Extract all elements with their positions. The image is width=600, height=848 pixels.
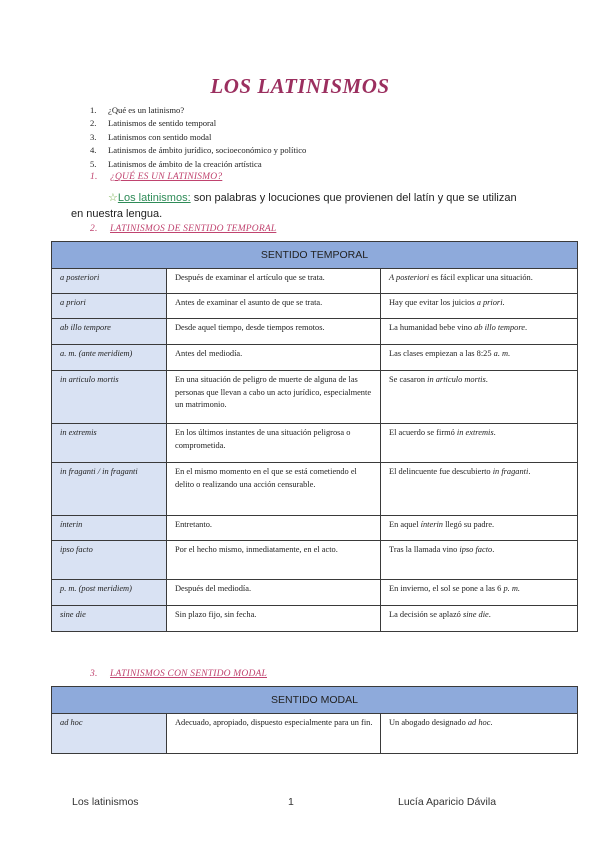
- latinism-example: Se casaron in articulo mortis.: [381, 371, 578, 424]
- latinism-definition: Después de examinar el artículo que se trata.: [167, 269, 381, 294]
- latinism-definition: En los últimos instantes de una situación peligrosa o comprometida.: [167, 424, 381, 463]
- latinism-definition: En el mismo momento en el que se está cometiendo el delito o realizando una acción censurable.: [167, 463, 381, 516]
- modal-latinisms-table: [51, 686, 578, 754]
- latinism-term: ab illo tempore: [52, 319, 167, 345]
- latinism-definition: Antes de examinar el asunto de que se trata.: [167, 294, 381, 319]
- latinism-term: ad hoc: [52, 714, 167, 754]
- table-header-row: [52, 687, 578, 714]
- latinism-term: a priori: [52, 294, 167, 319]
- table-header-row: [52, 242, 578, 269]
- section-number: 1.: [90, 172, 98, 182]
- table-row: [52, 319, 578, 345]
- table-row: [52, 580, 578, 606]
- latinism-definition: Adecuado, apropiado, dispuesto especialmente para un fin.: [167, 714, 381, 754]
- section-number: 3.: [90, 669, 98, 679]
- latinism-definition: En una situación de peligro de muerte de alguna de las personas que llevan a cabo un acto jurídico, especialmente un matrimonio.: [167, 371, 381, 424]
- table-row: [52, 714, 578, 754]
- table-row: [52, 541, 578, 580]
- toc-label: ¿Qué es un latinismo?: [108, 105, 185, 115]
- toc-label: Latinismos de ámbito de la creación artística: [108, 158, 262, 169]
- latinism-term: ínterin: [52, 516, 167, 541]
- table-row: [52, 371, 578, 424]
- star-icon: ☆: [108, 192, 118, 204]
- table-row: [52, 424, 578, 463]
- latinism-term: a posteriori: [52, 269, 167, 294]
- definition-line-2: en nuestra lengua.: [71, 208, 163, 220]
- latinism-term: a. m. (ante meridiem): [52, 345, 167, 371]
- section-number: 2.: [90, 224, 98, 234]
- table-row: [52, 463, 578, 516]
- table-header: SENTIDO MODAL: [52, 687, 578, 714]
- latinism-term: in articulo mortis: [52, 371, 167, 424]
- latinism-example: La humanidad bebe vino ab illo tempore.: [381, 319, 578, 345]
- definition-text: son palabras y locuciones que provienen del latín y que se utilizan: [190, 192, 517, 204]
- toc-number: 2.: [90, 118, 97, 129]
- table-row: [52, 345, 578, 371]
- section-title: LATINISMOS DE SENTIDO TEMPORAL: [110, 224, 277, 234]
- table-row: [52, 516, 578, 541]
- footer-page-number: 1: [288, 796, 294, 808]
- toc-item: [90, 104, 306, 117]
- table-header: SENTIDO TEMPORAL: [52, 242, 578, 269]
- toc-item: [90, 144, 306, 157]
- definition-term-link[interactable]: Los latinismos:: [117, 192, 191, 204]
- section-title: LATINISMOS CON SENTIDO MODAL: [110, 669, 267, 679]
- latinism-example: La decisión se aplazó sine die.: [381, 606, 578, 632]
- table-of-contents: [90, 104, 306, 171]
- toc-item: [90, 131, 306, 144]
- section-heading-2: [90, 224, 276, 234]
- latinism-example: Tras la llamada vino ipso facto.: [381, 541, 578, 580]
- section-heading-1: [90, 172, 222, 182]
- latinism-example: Las clases empiezan a las 8:25 a. m.: [381, 345, 578, 371]
- latinism-example: Hay que evitar los juicios a priori.: [381, 294, 578, 319]
- latinism-example: El delincuente fue descubierto in fraganti.: [381, 463, 578, 516]
- latinism-definition: Por el hecho mismo, inmediatamente, en el acto.: [167, 541, 381, 580]
- footer-title: Los latinismos: [72, 796, 139, 808]
- toc-item: [90, 158, 306, 171]
- latinism-example: El acuerdo se firmó in extremis.: [381, 424, 578, 463]
- latinism-example: Un abogado designado ad hoc.: [381, 714, 578, 754]
- toc-number: 5.: [90, 158, 97, 169]
- latinism-definition: Entretanto.: [167, 516, 381, 541]
- latinism-example: A posteriori es fácil explicar una situación.: [381, 269, 578, 294]
- latinism-definition: Desde aquel tiempo, desde tiempos remotos.: [167, 319, 381, 345]
- temporal-latinisms-table: [51, 241, 578, 632]
- toc-number: 3.: [90, 131, 97, 142]
- toc-label: Latinismos de sentido temporal: [108, 118, 217, 129]
- latinism-definition: Después del mediodía.: [167, 580, 381, 606]
- latinism-term: in extremis: [52, 424, 167, 463]
- toc-label: Latinismos con sentido modal: [108, 131, 212, 142]
- footer-author: Lucía Aparicio Dávila: [398, 796, 497, 808]
- section-heading-3: [90, 669, 267, 679]
- table-row: [52, 294, 578, 319]
- latinism-definition: Sin plazo fijo, sin fecha.: [167, 606, 381, 632]
- latinism-example: En aquel ínterin llegó su padre.: [381, 516, 578, 541]
- table-row: [52, 606, 578, 632]
- latinism-example: En invierno, el sol se pone a las 6 p. m.: [381, 580, 578, 606]
- section-title: ¿QUÉ ES UN LATINISMO?: [110, 172, 223, 182]
- table-row: [52, 269, 578, 294]
- definition-line-1: [108, 191, 517, 204]
- toc-label: Latinismos de ámbito jurídico, socioeconómico y político: [108, 145, 307, 156]
- latinism-definition: Antes del mediodía.: [167, 345, 381, 371]
- latinism-term: sine die: [52, 606, 167, 632]
- latinism-term: in fraganti / in fraganti: [52, 463, 167, 516]
- page-title: LOS LATINISMOS: [210, 74, 390, 98]
- toc-number: 1.: [90, 105, 97, 115]
- latinism-term: p. m. (post meridiem): [52, 580, 167, 606]
- latinism-term: ipso facto: [52, 541, 167, 580]
- toc-number: 4.: [90, 145, 97, 156]
- toc-item: [90, 117, 306, 130]
